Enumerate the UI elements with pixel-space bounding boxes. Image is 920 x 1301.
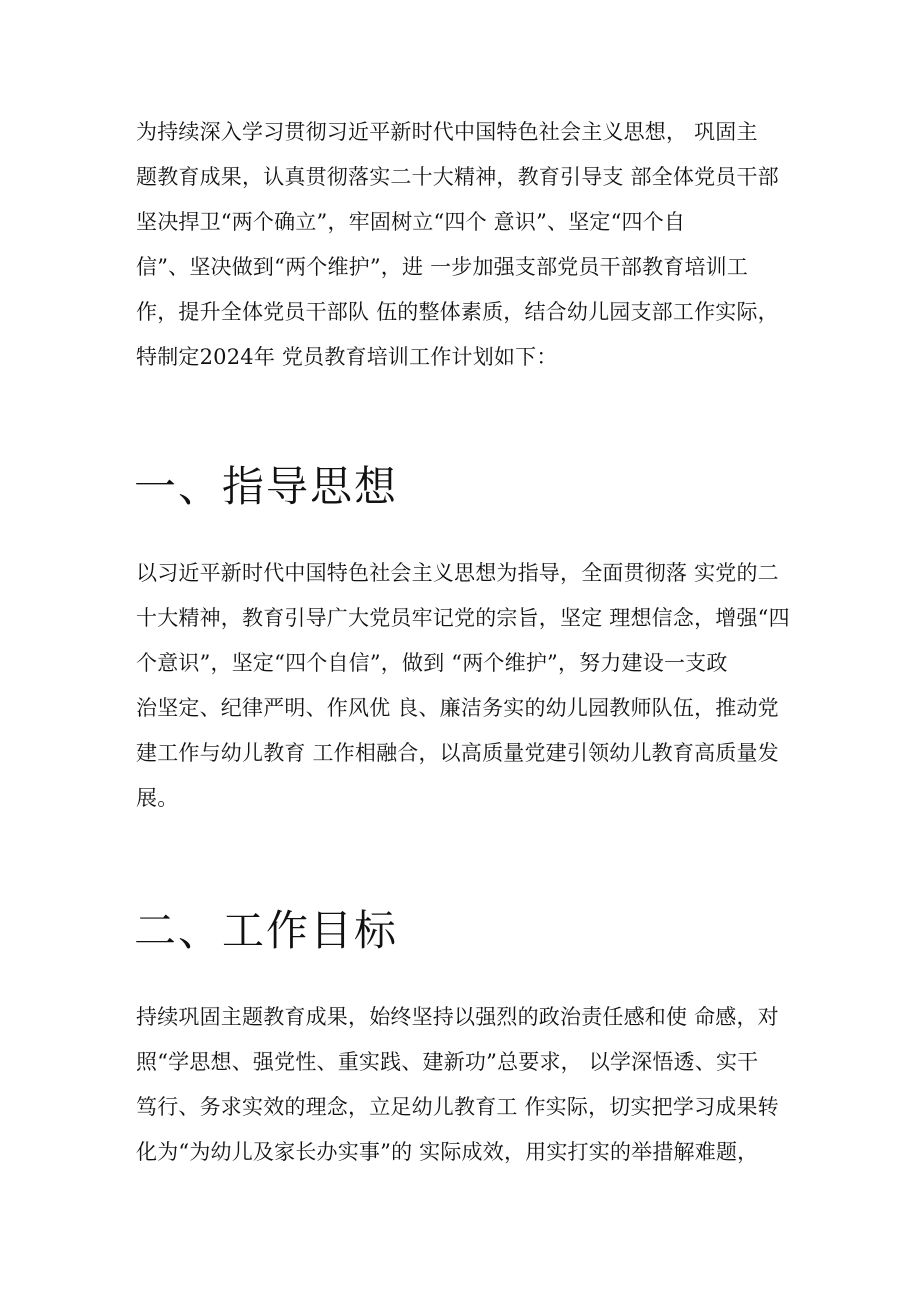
paragraph-line: 展。: [136, 786, 179, 810]
intro-line: 信”、坚决做到“两个维护”，进 一步加强支部党员干部教育培训工: [136, 255, 749, 279]
paragraph-line: 照“学思想、强党性、重实践、建新功”总要求， 以学深悟透、实干: [136, 1050, 759, 1074]
paragraph-line: 笃行、务求实效的理念，立足幼儿教育工 作实际，切实把学习成果转: [136, 1095, 779, 1119]
section-heading-work-goals: 二、工作目标: [134, 906, 399, 955]
paragraph-line: 以习近平新时代中国特色社会主义思想为指导，全面贯彻落 实党的二: [136, 561, 779, 585]
paragraph-line: 持续巩固主题教育成果，始终坚持以强烈的政治责任感和使 命感，对: [136, 1005, 779, 1029]
paragraph-line: 建工作与幼儿教育 工作相融合，以高质量党建引领幼儿教育高质量发: [136, 741, 779, 765]
intro-line: 为持续深入学习贯彻习近平新时代中国特色社会主义思想， 巩固主: [136, 120, 758, 144]
paragraph-line: 十大精神，教育引导广大党员牢记党的宗旨，坚定 理想信念，增强“四: [136, 606, 790, 630]
section-heading-guiding-ideology: 一、指导思想: [134, 462, 399, 511]
work-goals-paragraph: [136, 995, 796, 1175]
paragraph-line: 化为“为幼儿及家长办实事”的 实际成效，用实打实的举措解难题，: [136, 1140, 759, 1164]
intro-line: 作，提升全体党员干部队 伍的整体素质，结合幼儿园支部工作实际，: [136, 300, 779, 324]
paragraph-line: 个意识”，坚定“四个自信”，做到 “两个维护”，努力建设一支政: [136, 651, 728, 675]
intro-line: 特制定2024年 党员教育培训工作计划如下：: [136, 345, 558, 369]
guiding-ideology-paragraph: [136, 551, 796, 821]
intro-line: 题教育成果，认真贯彻落实二十大精神，教育引导支 部全体党员干部: [136, 165, 779, 189]
paragraph-line: 治坚定、纪律严明、作风优 良、廉洁务实的幼儿园教师队伍，推动党: [136, 696, 779, 720]
intro-line: 坚决捍卫“两个确立”，牢固树立“四个 意识”、坚定“四个自: [136, 210, 686, 234]
intro-paragraph: [136, 110, 796, 380]
